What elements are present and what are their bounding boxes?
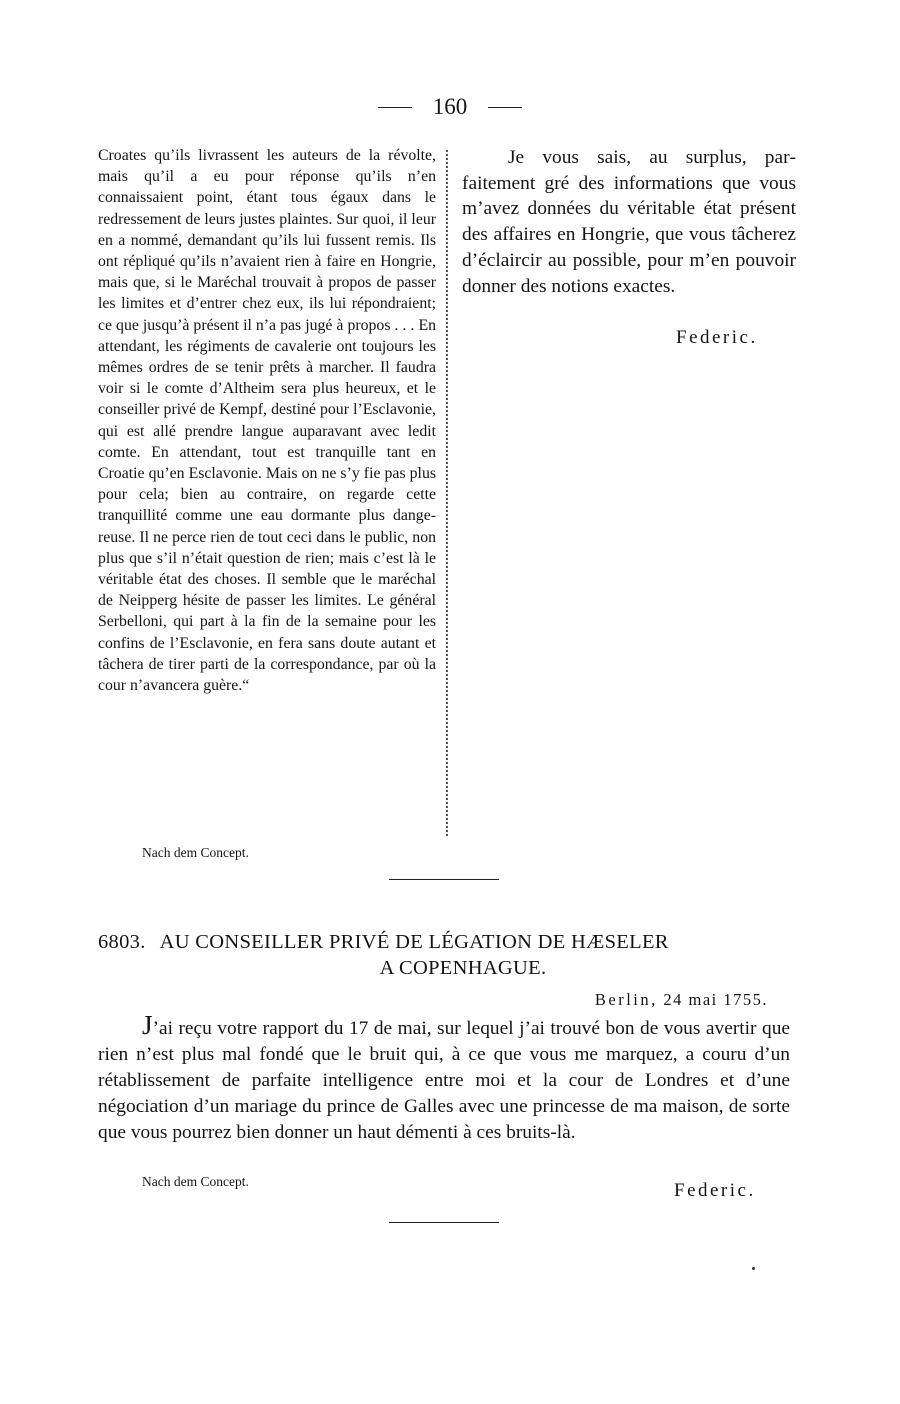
letter-signature: Federic. (674, 1180, 756, 1201)
right-signature: Federic. (676, 327, 758, 348)
header-dash-left (378, 107, 412, 108)
letter-body (98, 1012, 790, 1146)
letter-body-text: ’ai reçu votre rapport du 17 de mai, sur lequel j’ai trouvé bon de vous avertir que rien n’est plus mal fondé que le bruit qui, à ce que vous me marquez, a couru d’un rétablissement de parfaite intelligence entre moi et la cour de Londres et d’une négociation d’un mariage du prince de Galles avec une princesse de ma maison, de sorte que vous pourrez bien donner un haut démenti à ces bruits-là. (98, 1018, 790, 1143)
letter-title-line2: A COPENHAGUE. (379, 957, 547, 979)
letter-place: Berlin, (594, 990, 658, 1009)
left-source-note: Nach dem Concept. (142, 845, 249, 860)
letter-source-note: Nach dem Concept. (142, 1174, 249, 1189)
letter-number: 6803. (98, 931, 146, 953)
page-number: 160 (432, 94, 468, 119)
letter-dropcap: J (142, 1010, 153, 1040)
letter-title-line1: AU CONSEILLER PRIVÉ DE LÉGATION DE HÆSELER (159, 931, 669, 953)
letter-heading (98, 929, 798, 981)
letter-date: 24 mai 1755. (663, 990, 768, 1009)
letter-dateline (595, 990, 768, 1010)
section-rule-top (389, 879, 499, 880)
right-column-text: Je vous sais, au surplus, parfaitement gré des informations que vous m’avez données du véritable état présent des affaires en Hongrie, que vous tâcherez d’éclaircir au possible, pour m’en pouvoir donner des notions exactes. (462, 147, 796, 297)
header-dash-right (488, 107, 522, 108)
page-speck (752, 1267, 755, 1270)
left-column (98, 145, 436, 696)
page-header (0, 94, 900, 124)
section-rule-bottom (389, 1222, 499, 1223)
left-column-text: Croates qu’ils livrassent les auteurs de la révolte, mais qu’il a eu pour réponse qu’ils n’en connaissaient point, étant tous égaux dans le redressement de leurs justes plaintes. Sur quoi, il leur en a nommé, demandant qu’ils lui fussent remis. Ils ont répliqué qu’ils n’avaient rien à faire en Hongrie, mais que, si le Maréchal trouvait à propos de passer les limites et d’entrer chez eux, ils lui répondraient; ce que jusqu’à présent il n’a pas jugé à propos . . . En attendant, les régiments de cavalerie ont toujours les mêmes ordres de se tenir prêts à marcher. Il faudra voir si le comte d’Altheim sera plus heureux, et le conseiller privé de Kempf, destiné pour l’Esclavonie, qui est allé prendre langue auparavant avec ledit comte. En attendant, tout est tranquille tant en Croatie qu’en Esclavonie. Mais on ne s’y fie pas plus pour cela; bien au contraire, on regarde cette tranquillité comme une eau dormante plus dangereuse. Il ne perce rien de tout ceci dans le public, non plus que s’il n’était question de rien; mais c’est là le véritable état des choses. Il semble que le maréchal de Neipperg hésite de passer les limites. Le général Serbelloni, qui part à la fin de la semaine pour les confins de l’Esclavonie, en fera sans doute autant et tâchera de tirer parti de la correspondance, par où la cour n’avancera guère.“ (98, 147, 436, 695)
right-column (462, 145, 796, 299)
column-divider (446, 150, 448, 836)
